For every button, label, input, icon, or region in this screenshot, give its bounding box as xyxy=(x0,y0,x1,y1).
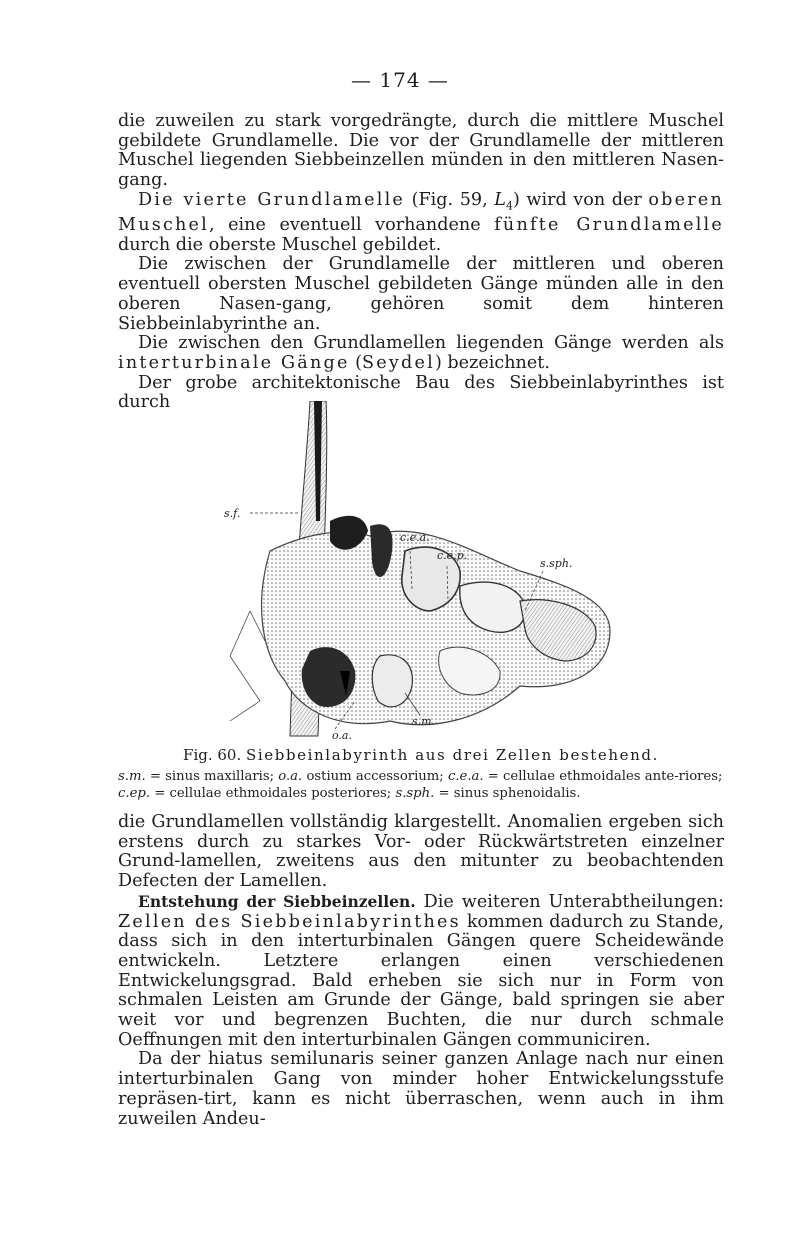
text-span: kommen dadurch zu Stande, dass sich in den interturbinalen Gängen quere Scheidewände entwickeln. Letztere erlangen einen verschiedenen Entwickelungsgrad. Bald erheben sie sich nur in Form von schmalen Leisten am Grunde der Gänge, bald springen sie aber weit vor und begrenzen Buchten, die nur durch schmale Oeffnungen mit den interturbinalen Gängen communiciren. xyxy=(118,911,724,1050)
body-text-bottom xyxy=(118,813,724,1129)
figure-caption xyxy=(118,746,724,764)
reference-subscript: 4 xyxy=(505,199,513,213)
spaced-term: fünfte Grundlamelle xyxy=(494,215,724,236)
legend-text: = cellulae ethmoidales ante-riores; xyxy=(483,769,723,784)
cell-outline xyxy=(372,655,412,707)
spaced-term: interturbinale Gänge xyxy=(118,352,350,373)
text-span: , eine eventuell vorhandene xyxy=(209,215,495,236)
anatomical-figure xyxy=(190,401,630,741)
legend-abbr: s.m. xyxy=(118,769,146,784)
legend-text: ostium accessorium; xyxy=(302,769,448,784)
label-cep: c.e.p. xyxy=(437,549,468,562)
paragraph: die Grundlamellen vollständig klargestellt. Anomalien ergeben sich erstens durch zu starkes Vor- oder Rückwärtstreten einzelner Grund-lamellen, zweitens aus den mitunter zu beobachtenden Defecten der Lamellen. xyxy=(118,812,724,892)
page-number: — 174 — xyxy=(351,68,449,92)
label-ssph: s.sph. xyxy=(540,557,573,570)
section-heading: Entstehung der Siebbeinzellen. xyxy=(138,891,416,911)
reference-text: (Fig. 59, xyxy=(411,189,495,210)
figure-legend xyxy=(118,768,724,802)
text-span: Die weiteren Unterabtheilungen: xyxy=(415,891,724,912)
spaced-term: oberen Muschel xyxy=(118,189,725,236)
figure-number: Fig. 60. xyxy=(183,746,242,764)
figure-title: Siebbeinlabyrinth aus drei Zellen bestehend. xyxy=(246,746,659,764)
label-sf: s.f. xyxy=(224,507,241,520)
label-sm: s.m. xyxy=(412,715,436,728)
label-cea: c.e.a. xyxy=(400,531,430,544)
legend-text: = cellulae ethmoidales posteriores; xyxy=(150,786,396,801)
reference-symbol: L xyxy=(494,189,506,210)
paragraph: Die zwischen der Grundlamelle der mittleren und oberen eventuell obersten Muschel gebildeten Gänge münden alle in den oberen Nasen-gang, gehören somit dem hinteren Siebbeinlabyrinthe an. xyxy=(118,254,724,334)
paragraph: die zuweilen zu stark vorgedrängte, durch die mittlere Muschel gebildete Grundlamelle. Die vor der Grundlamelle der mittleren Muschel liegenden Siebbeinzellen münden in den mittleren Nasen-gang. xyxy=(118,111,724,191)
author-name: Seydel xyxy=(362,352,435,373)
figure-illustration xyxy=(190,401,630,741)
paragraph: Da der hiatus semilunaris seiner ganzen Anlage nach nur einen interturbinalen Gang von minder hoher Entwickelungsstufe repräsen-tirt, kann es nicht überraschen, wenn auch in ihm zuweilen Andeu- xyxy=(118,1049,724,1129)
text-span: durch die oberste Muschel gebildet. xyxy=(118,234,442,255)
text-span: Die zwischen den Grundlamellen liegenden Gänge werden als xyxy=(138,333,724,354)
legend-abbr: s.sph. xyxy=(395,786,435,801)
legend-abbr: c.e.a. xyxy=(447,769,484,784)
legend-text: = sinus maxillaris; xyxy=(145,769,279,784)
legend-abbr: c.ep. xyxy=(118,786,151,801)
paragraph xyxy=(118,191,724,256)
text-span: ) bezeichnet. xyxy=(434,352,550,373)
spaced-term: Zellen des Siebbeinlabyrinthes xyxy=(118,911,461,932)
legend-abbr: o.a. xyxy=(278,769,303,784)
spaced-term: Die vierte Grundlamelle xyxy=(138,189,406,210)
body-text-top xyxy=(118,112,724,413)
text-span: ( xyxy=(349,352,363,373)
reference-text: ) wird von der xyxy=(512,189,649,210)
paragraph xyxy=(118,892,724,1051)
paragraph xyxy=(118,334,724,373)
label-oa: o.a. xyxy=(332,729,352,741)
legend-text: = sinus sphenoidalis. xyxy=(434,786,581,801)
paragraph: Der grobe architektonische Bau des Siebbeinlabyrinthes ist durch xyxy=(118,372,724,413)
